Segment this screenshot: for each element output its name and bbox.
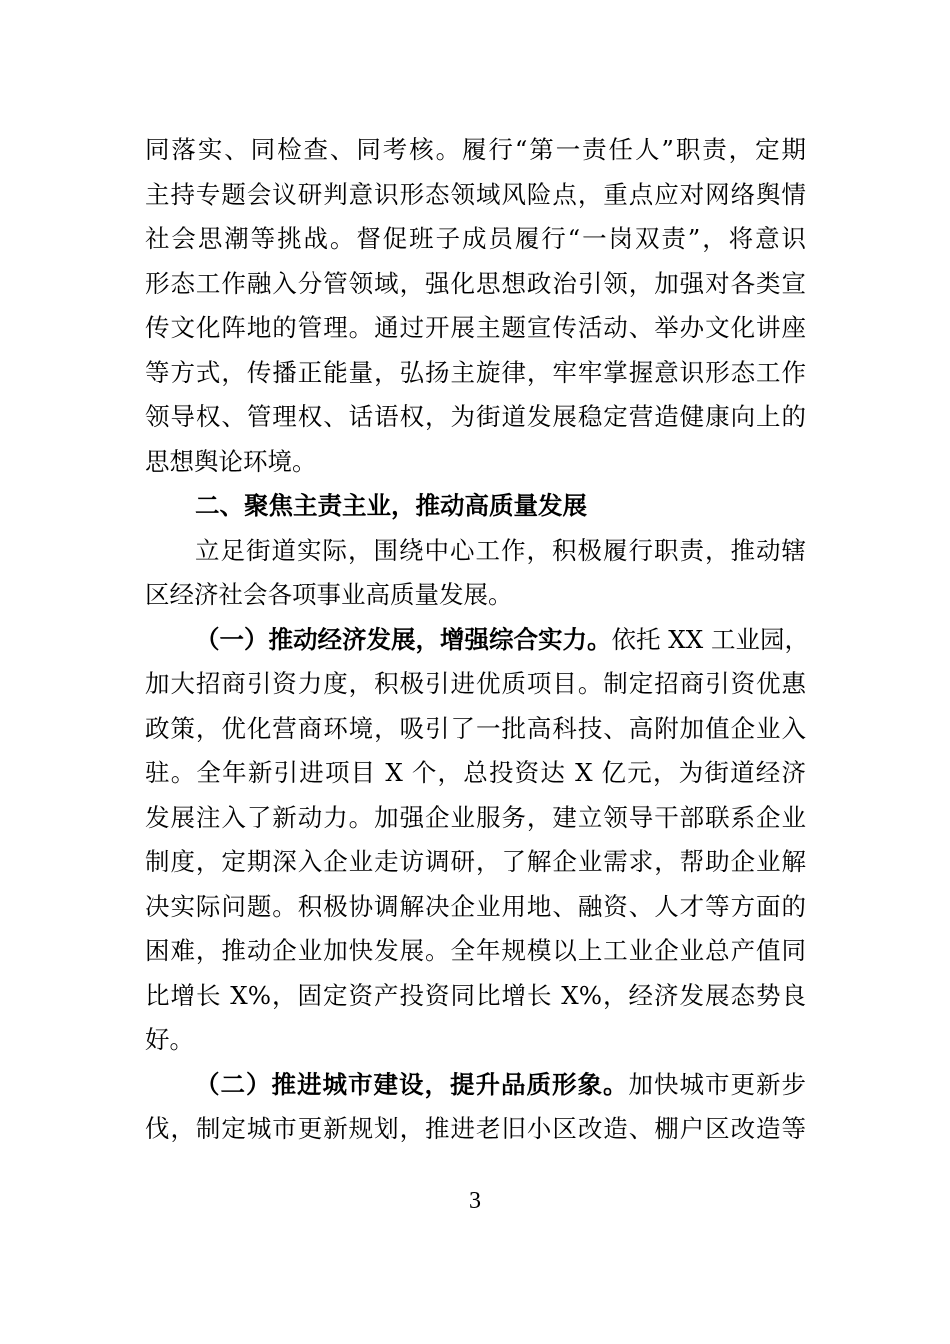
- text-span: 依托 XX 工业园，: [611, 624, 809, 654]
- subsection-title: （二）推进城市建设，提升品质形象。: [195, 1069, 629, 1099]
- text-line: [145, 1063, 806, 1108]
- text-line: 好。: [145, 1025, 194, 1054]
- text-line: 传文化阵地的管理。通过开展主题宣传活动、举办文化讲座: [145, 313, 806, 342]
- section-heading: 二、聚焦主责主业，推动高质量发展: [195, 491, 587, 520]
- text-line: 驻。全年新引进项目 X 个，总投资达 X 亿元，为街道经济: [145, 758, 806, 787]
- subsection-economy: [145, 618, 809, 1063]
- text-line: 比增长 X%，固定资产投资同比增长 X%，经济发展态势良: [145, 980, 806, 1010]
- paragraph-intro: [145, 529, 806, 618]
- text-line: 发展注入了新动力。加强企业服务，建立领导干部联系企业: [145, 802, 806, 832]
- text-line: 区经济社会各项事业高质量发展。: [145, 580, 513, 609]
- subsection-urban: [145, 1063, 806, 1152]
- text-line: [145, 618, 809, 663]
- document-body: [145, 128, 809, 1152]
- text-line: 等方式，传播正能量，弘扬主旋律，牢牢掌握意识形态工作: [145, 357, 806, 387]
- text-line: 制度，定期深入企业走访调研，了解企业需求，帮助企业解: [145, 847, 806, 876]
- page-number: 3: [469, 1188, 481, 1214]
- text-line: 伐，制定城市更新规划，推进老旧小区改造、棚户区改造等: [145, 1114, 806, 1143]
- text-line: 领导权、管理权、话语权，为街道发展稳定营造健康向上的: [145, 402, 806, 431]
- text-line: 主持专题会议研判意识形态领域风险点，重点应对网络舆情: [145, 179, 806, 209]
- text-line: 同落实、同检查、同考核。履行“第一责任人”职责，定期: [145, 135, 806, 164]
- text-line: 形态工作融入分管领域，强化思想政治引领，加强对各类宣: [145, 268, 806, 298]
- text-line: 决实际问题。积极协调解决企业用地、融资、人才等方面的: [145, 891, 806, 921]
- text-line: 政策，优化营商环境，吸引了一批高科技、高附加值企业入: [145, 713, 806, 743]
- text-line: 立足街道实际，围绕中心工作，积极履行职责，推动辖: [195, 535, 806, 565]
- subsection-title: （一）推动经济发展，增强综合实力。: [195, 624, 612, 654]
- text-line: 困难，推动企业加快发展。全年规模以上工业企业总产值同: [145, 936, 806, 965]
- text-span: 加快城市更新步: [628, 1069, 806, 1099]
- paragraph-ideology: [145, 128, 806, 484]
- text-line: 思想舆论环境。: [145, 446, 317, 476]
- text-line: 加大招商引资力度，积极引进优质项目。制定招商引资优惠: [145, 669, 806, 698]
- text-line: 社会思潮等挑战。督促班子成员履行“一岗双责”，将意识: [145, 224, 806, 253]
